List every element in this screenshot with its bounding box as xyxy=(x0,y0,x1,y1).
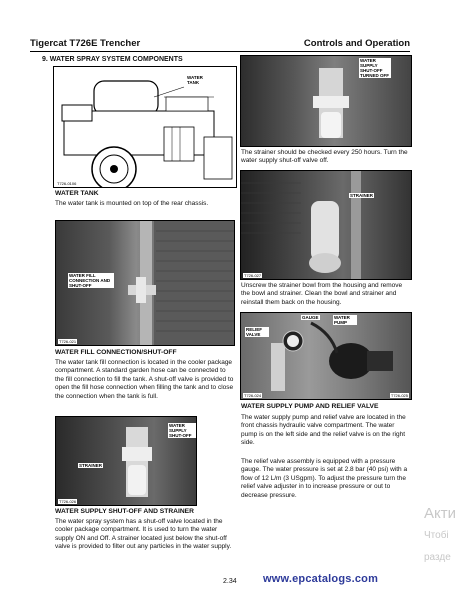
water-pump-callout: WATER PUMP xyxy=(333,315,357,325)
pump-relief-figure xyxy=(240,312,412,400)
pump-location-text: The water supply pump and relief valve are located in the front chassis hydraulic valve compartment. The water pump is on the left side and the relief valve is on the right side. xyxy=(241,414,406,447)
figure-code: T726-021 xyxy=(59,339,77,344)
strainer-callout: STRAINER xyxy=(79,463,103,468)
shutoff-text: The water spray system has a shut-off valve located in the cooler package compartment. It is used to turn the water supply ON and Off. A strainer located just below the shut-off valve is provided to filter out any particles in the water supply. xyxy=(55,518,232,551)
pump-heading: WATER SUPPLY PUMP AND RELIEF VALVE xyxy=(241,403,379,410)
water-tank-figure xyxy=(53,66,237,188)
water-tank-heading: WATER TANK xyxy=(55,190,99,197)
water-tank-callout: WATER TANK xyxy=(186,75,214,85)
figure-code: T726-026 xyxy=(59,499,77,504)
section-title: 9. WATER SPRAY SYSTEM COMPONENTS xyxy=(42,56,183,63)
strainer-clean-text: Unscrew the strainer bowl from the housing and remove the bowl and strainer. Clean the bowl and strainer and reinstall them back on the housing. xyxy=(241,282,403,306)
activation-watermark-line1: Акти xyxy=(424,505,456,522)
strainer-photo xyxy=(241,171,411,279)
relief-valve-text: The relief valve assembly is equipped with a pressure gauge. The water pressure is set at 2.8 bar (40 psi) with a flow of 12 L/m (3 USgpm). To adjust the pressure turn the relief valve adjuster in to increase pressure or out to decrease pressure. xyxy=(241,458,408,499)
activation-watermark-line2: Чтобі xyxy=(424,530,449,541)
strainer-figure xyxy=(240,170,412,280)
relief-valve-callout: RELIEF VALVE xyxy=(245,327,269,337)
site-watermark[interactable]: www.epcatalogs.com xyxy=(263,573,379,585)
strainer-callout: STRAINER xyxy=(350,193,374,198)
header-rule xyxy=(30,51,410,52)
pump-photo xyxy=(241,313,411,399)
figure-code: T726-027 xyxy=(244,273,262,278)
shutoff-heading: WATER SUPPLY SHUT-OFF AND STRAINER xyxy=(55,508,194,515)
shutoff-callout: WATER SUPPLY SHUT-OFF xyxy=(168,423,196,438)
gauge-callout: GAUGE xyxy=(302,315,319,320)
water-fill-heading: WATER FILL CONNECTION/SHUT-OFF xyxy=(55,349,177,356)
water-tank-text: The water tank is mounted on top of the rear chassis. xyxy=(55,200,209,207)
section-header: Controls and Operation xyxy=(303,38,410,49)
activation-watermark-line3: разде xyxy=(424,552,451,563)
shutoff-strainer-figure xyxy=(55,416,197,506)
strainer-check-text: The strainer should be checked every 250 hours. Turn the water supply shut-off valve off. xyxy=(241,149,408,165)
fill-connection-callout: WATER FILL CONNECTION AND SHUT-OFF xyxy=(68,273,114,288)
water-fill-figure xyxy=(55,220,235,346)
figure-code: T726-0106 xyxy=(57,181,77,186)
page-number: 2.34 xyxy=(223,578,237,585)
water-tank-drawing xyxy=(54,67,236,187)
water-fill-text: The water tank fill connection is located in the cooler package compartment. A standard garden hose can be connected to the fill connection to fill the tank. A shut-off valve is provided to open the fill hose connection when filling the tank and to close the connection when the tank is full. xyxy=(55,359,234,400)
figure-code-right: T726-025 xyxy=(390,393,408,398)
document-title: Tigercat T726E Trencher xyxy=(30,38,141,49)
figure-code: T726-024 xyxy=(244,393,262,398)
shutoff-turned-off-figure xyxy=(240,55,412,147)
turned-off-callout: WATER SUPPLY SHUT-OFF TURNED OFF xyxy=(360,58,389,78)
